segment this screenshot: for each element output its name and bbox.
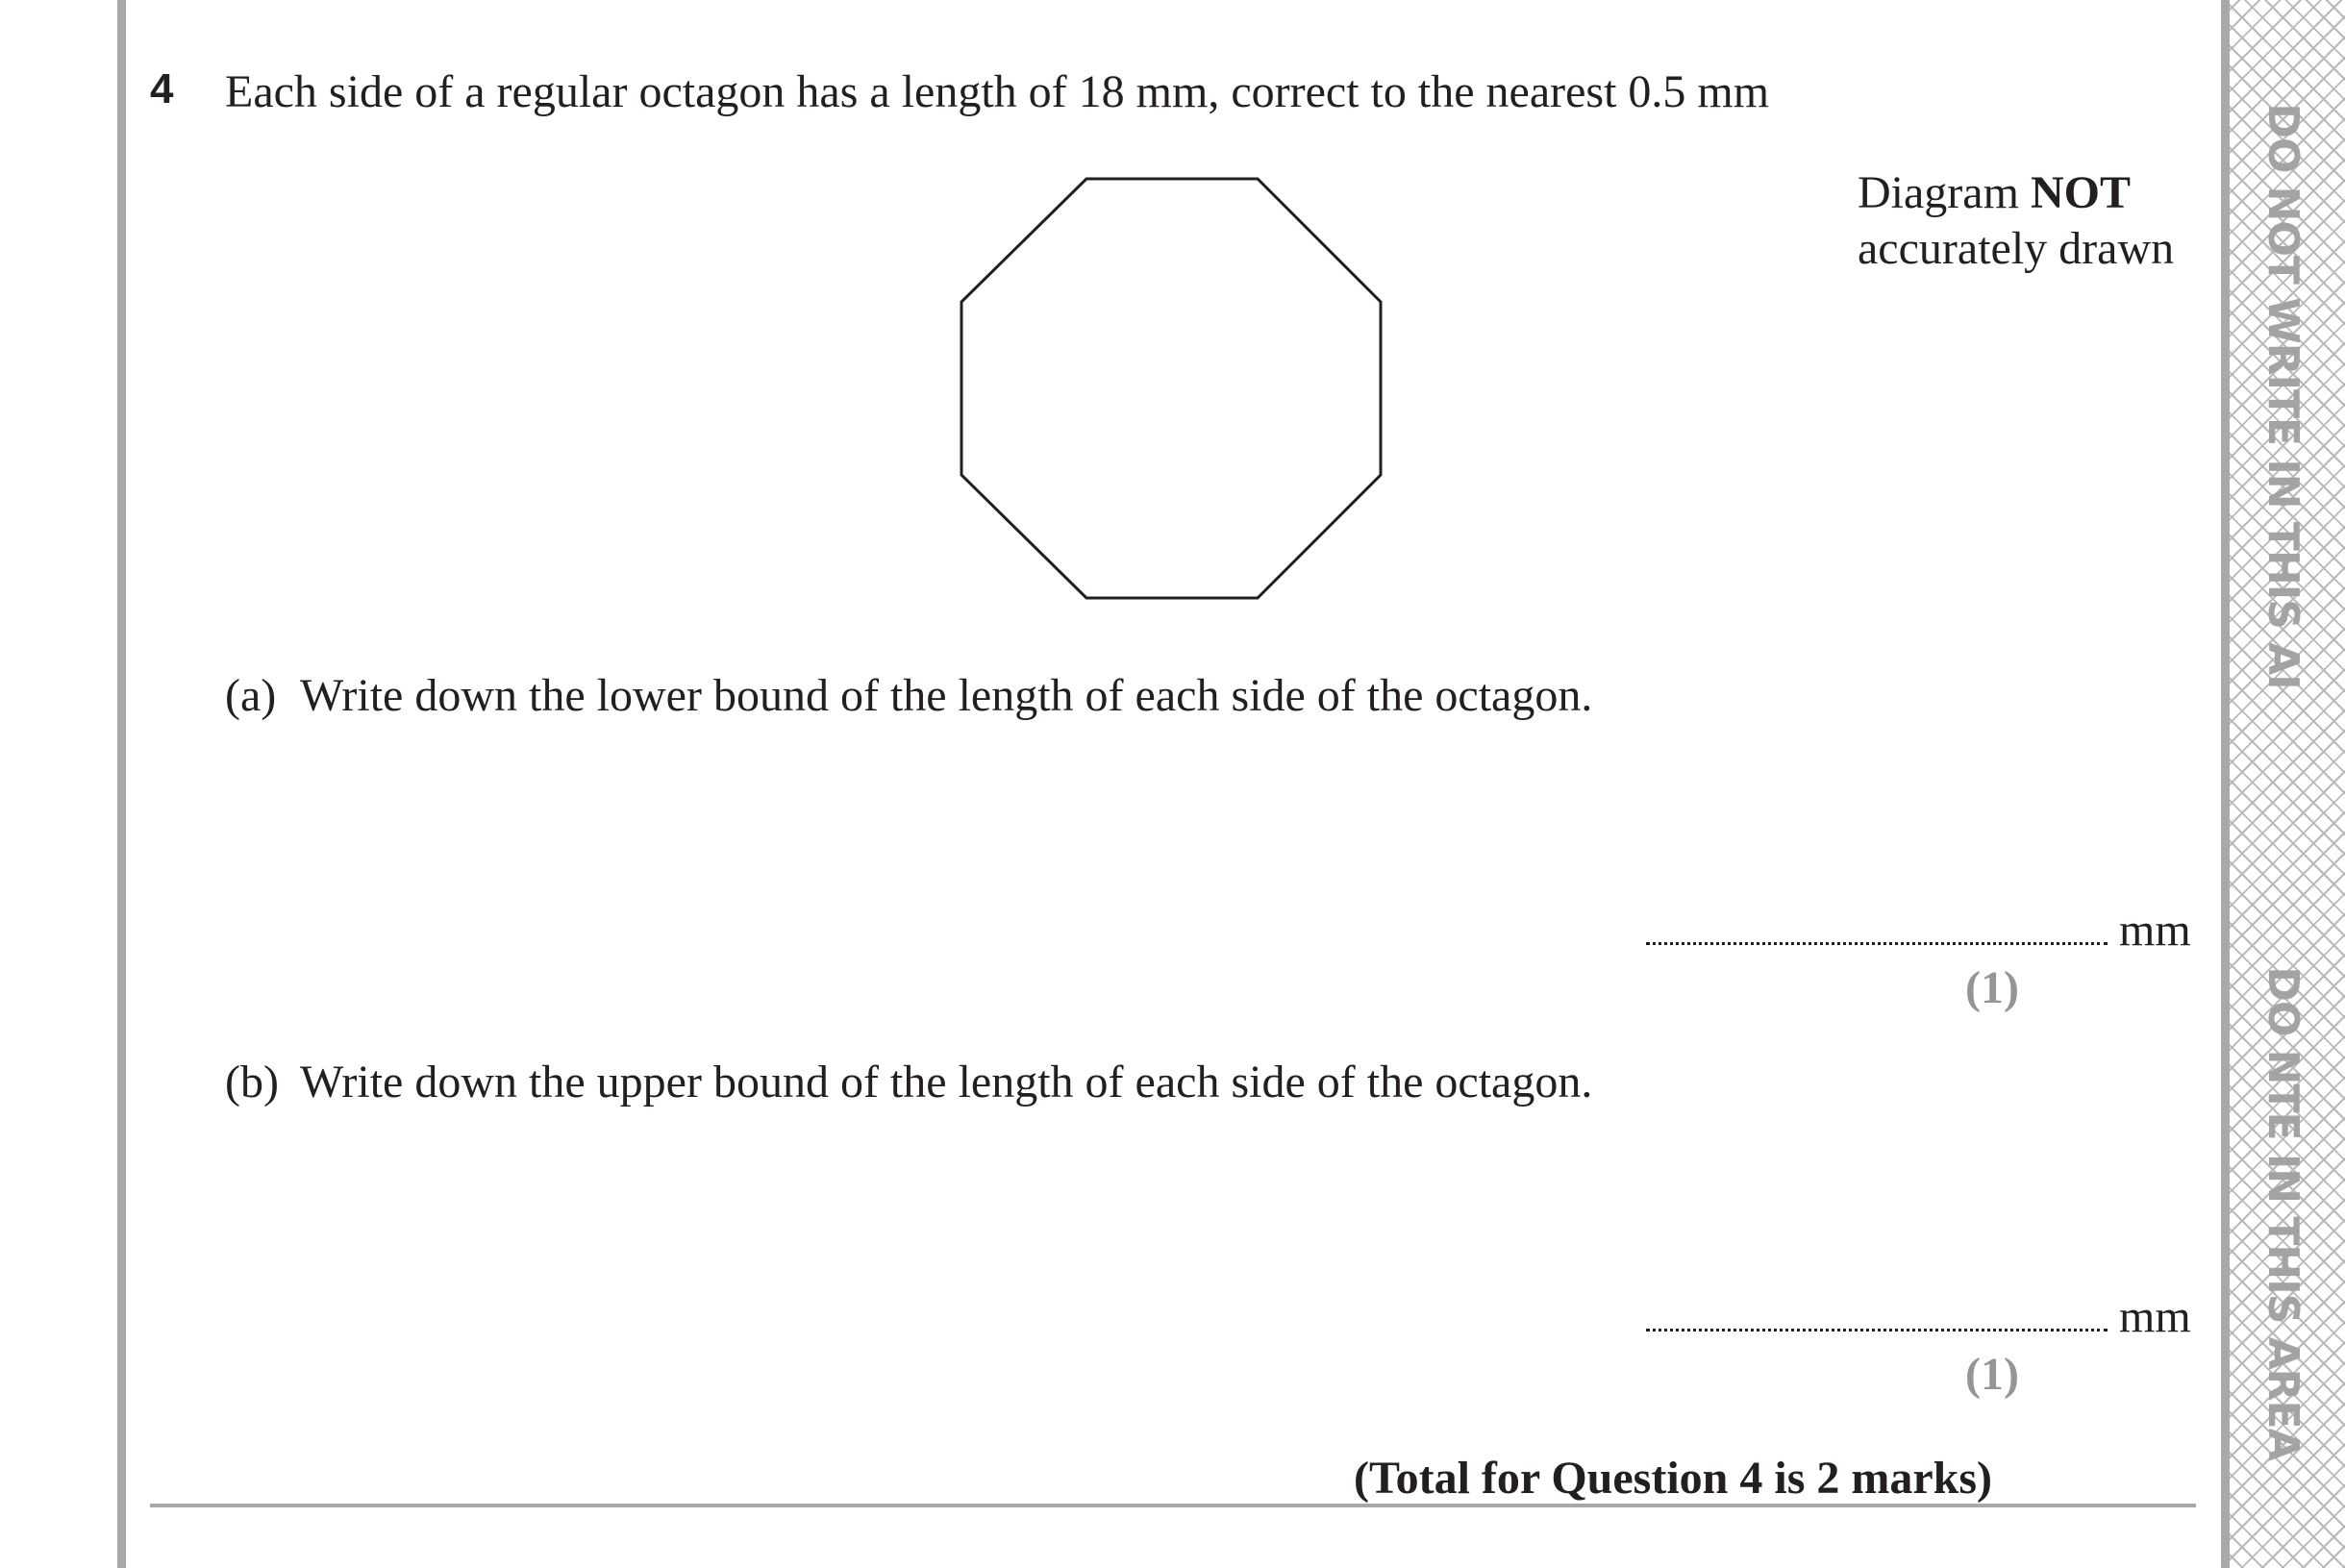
diagram-note-bold: NOT [2030, 167, 2131, 218]
part-b-text: Write down the upper bound of the length of each side of the octagon. [300, 1057, 1593, 1108]
part-a-unit: mm [2119, 905, 2191, 956]
margin-warning-text: DO NTE IN THIS AREA [2258, 966, 2308, 1460]
diagram-note-prefix: Diagram [1858, 167, 2031, 218]
part-b-answer-line[interactable] [1646, 1329, 2108, 1332]
part-b-question [225, 1056, 1592, 1108]
margin-strip-border [2221, 0, 2230, 1568]
question-text: Each side of a regular octagon has a length of 18 mm, correct to the nearest 0.5 mm [225, 66, 1770, 117]
part-b-unit: mm [2119, 1291, 2191, 1342]
diagram-note [1858, 165, 2174, 277]
part-a-marks: (1) [1965, 962, 2019, 1013]
part-a-label: (a) [225, 670, 277, 721]
octagon-diagram [958, 175, 1385, 602]
diagram-note-line2: accurately drawn [1858, 223, 2175, 274]
left-margin-rule [117, 0, 126, 1568]
part-a-text: Write down the lower bound of the length of each side of the octagon. [300, 670, 1593, 721]
question-number: 4 [150, 65, 174, 112]
bottom-divider [150, 1504, 2196, 1507]
part-a-answer-line[interactable] [1646, 942, 2108, 945]
octagon-shape [961, 179, 1381, 598]
margin-warning-text: DO NOT WRITE IN THIS AI [2258, 103, 2308, 689]
part-b-marks: (1) [1965, 1349, 2019, 1400]
part-b-label: (b) [225, 1057, 279, 1108]
part-a-question [225, 669, 1592, 722]
total-marks: (Total for Question 4 is 2 marks) [1354, 1453, 1993, 1504]
